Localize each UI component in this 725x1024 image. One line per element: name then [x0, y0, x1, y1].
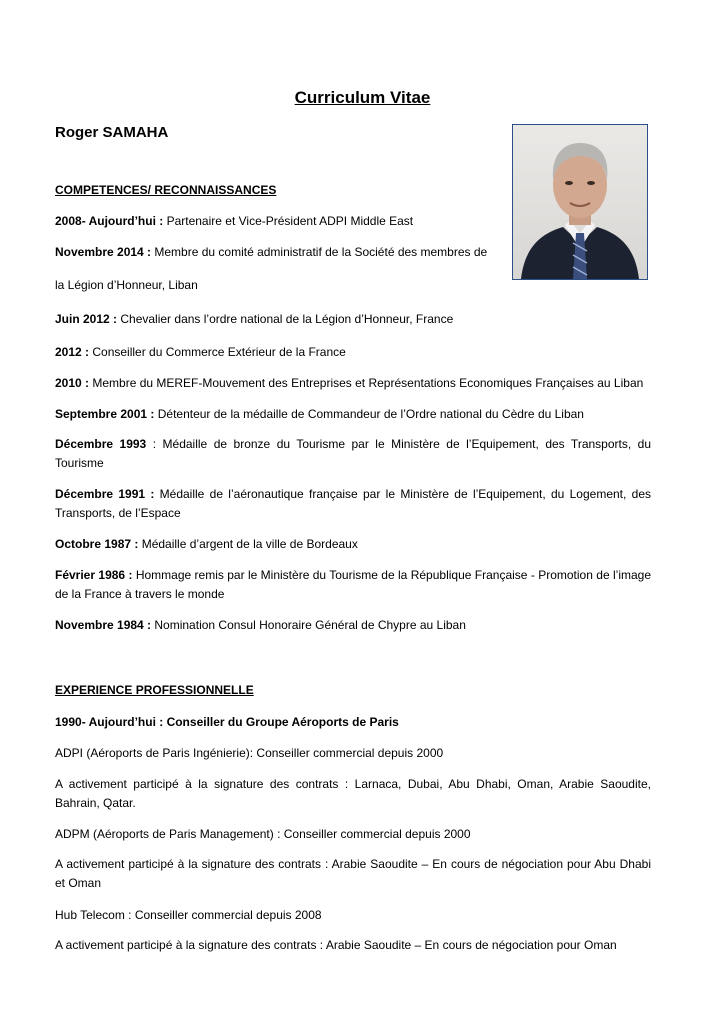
experience-heading: 1990- Aujourd’hui : Conseiller du Groupe Aéroports de Paris: [55, 715, 399, 729]
experience-item: A activement participé à la signature des contrats : Arabie Saoudite – En cours de négociation pour Abu Dhabi et Oman: [55, 857, 651, 890]
person-name: Roger SAMAHA: [55, 124, 169, 141]
entry-2: Novembre 2014 : Membre du comité administratif de la Société des membres de: [55, 245, 488, 259]
experience-item: A activement participé à la signature des contrats : Larnaca, Dubai, Abu Dhabi, Oman, Arabie Saoudite, Bahrain, Qatar.: [55, 777, 651, 810]
entry-9: Octobre 1987 : Médaille d’argent de la ville de Bordeaux: [55, 537, 358, 551]
experience-item: Hub Telecom : Conseiller commercial depuis 2008: [55, 908, 322, 922]
entry-2-continued: la Légion d’Honneur, Liban: [55, 278, 198, 292]
entry-7: Décembre 1993 : Médaille de bronze du Tourisme par le Ministère de l’Equipement, des Transports, du Tourisme: [55, 437, 652, 470]
experience-item: ADPI (Aéroports de Paris Ingénierie): Conseiller commercial depuis 2000: [55, 746, 444, 760]
section-heading-competences: COMPETENCES/ RECONNAISSANCES: [55, 183, 277, 197]
section-heading-experience: EXPERIENCE PROFESSIONNELLE: [55, 683, 254, 697]
entry-4: 2012 : Conseiller du Commerce Extérieur de la France: [55, 345, 346, 359]
entry-5: 2010 : Membre du MEREF-Mouvement des Entreprises et Représentations Economiques Françaises au Liban: [55, 376, 644, 390]
experience-item: A activement participé à la signature des contrats : Arabie Saoudite – En cours de négociation pour Oman: [55, 938, 617, 952]
entry-3: Juin 2012 : Chevalier dans l’ordre national de la Légion d’Honneur, France: [55, 312, 454, 326]
entry-11: Novembre 1984 : Nomination Consul Honoraire Général de Chypre au Liban: [55, 618, 466, 632]
document-title: Curriculum Vitae: [294, 88, 431, 107]
entry-10: Février 1986 : Hommage remis par le Ministère du Tourisme de la République Française - Promotion de l’image de la France à travers le monde: [55, 568, 652, 601]
entry-1: 2008- Aujourd’hui : Partenaire et Vice-Président ADPI Middle East: [55, 214, 414, 228]
entry-6: Septembre 2001 : Détenteur de la médaille de Commandeur de l’Ordre national du Cèdre du Liban: [55, 407, 584, 421]
experience-item: ADPM (Aéroports de Paris Management) : Conseiller commercial depuis 2000: [55, 827, 471, 841]
entry-8: Décembre 1991 : Médaille de l’aéronautique française par le Ministère de l’Equipement, du Logement, des Transports, de l’Espace: [55, 487, 652, 520]
